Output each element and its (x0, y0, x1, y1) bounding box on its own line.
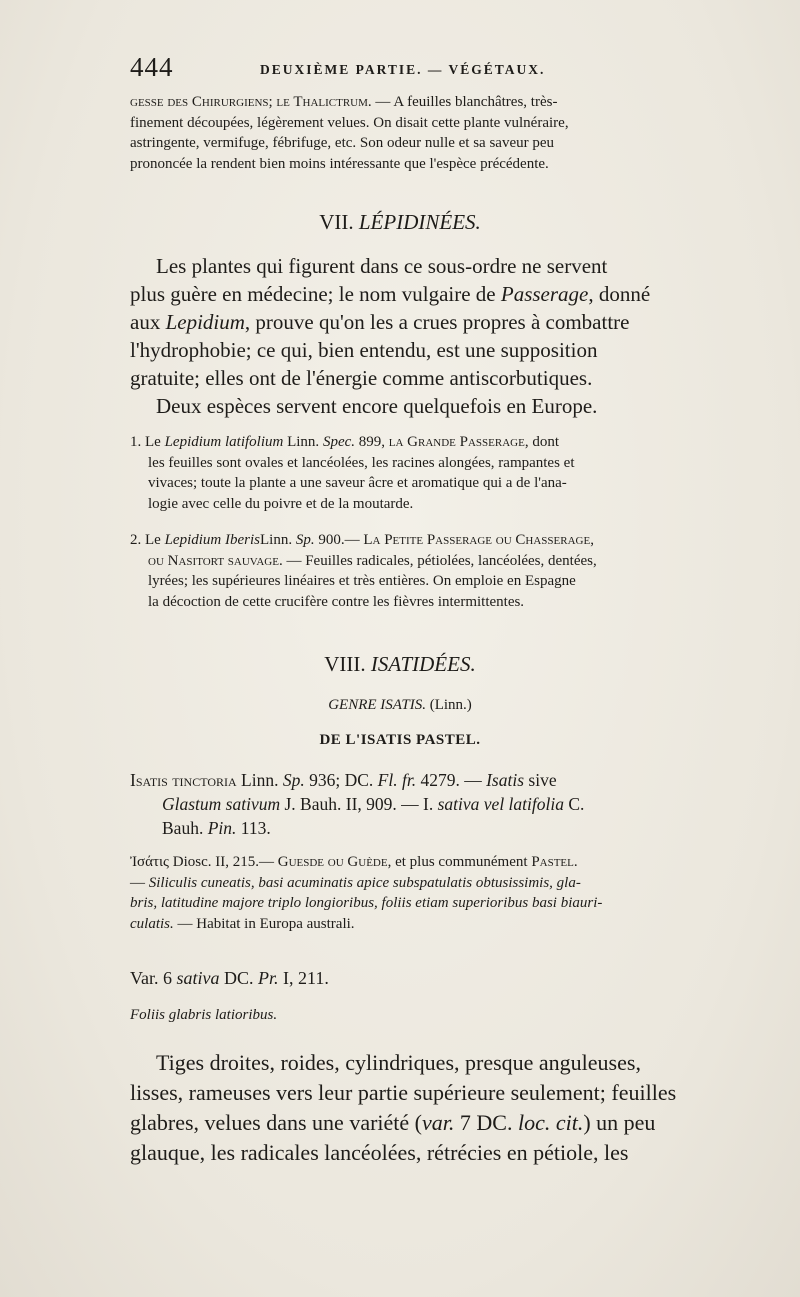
section-heading-lepidinees: VII. LÉPIDINÉES. (319, 210, 481, 234)
continuation-paragraph: gesse des Chirurgiens; le Thalictrum. — A feuilles blanchâtres, très- finement découpées, légèrement velues. On disait cette plante vulnéraire, astringente, vermifuge, fébrifuge, etc. Son odeur nulle et sa saveur peu prononcée la rendent bien moins intéressante que l'espèce précédente. (130, 94, 569, 172)
running-head: DEUXIÈME PARTIE. — VÉGÉTAUX. (260, 62, 546, 77)
species-entry-1: 1. Le Lepidium latifolium Linn. Spec. 899, la Grande Passerage, dont les feuilles sont ovales et lancéolées, les racines alongées, rampantes et vivaces; toute la plante a une saveur âcre et aromatique qui a de l'ana- logie avec celle du poivre et de la moutarde. (130, 434, 575, 512)
genus-subtitle: DE L'ISATIS PASTEL. (319, 732, 481, 748)
description-paragraph: Tiges droites, roides, cylindriques, presque anguleuses, lisses, rameuses vers leur partie supérieure seulement; feuilles glabres, velues dans une variété (var. 7 DC. loc. cit.) un peu glauque, les radicales lancéolées, rétrécies en pétiole, les (130, 1050, 677, 1165)
variety-line: Var. 6 sativa DC. Pr. I, 211. (130, 968, 329, 988)
greek-synonymy: Ἰσάτις Diosc. II, 215.— Guesde ou Guède, et plus communément Pastel. — Siliculis cuneatis, basi acuminatis apice subspatulatis obtusissimis, gla- bris, latitudine majore triplo longioribus, foliis etiam superioribus basi biauri- culatis. — Habitat in Europa australi. (130, 854, 603, 932)
synonymy-block: Isatis tinctoria Linn. Sp. 936; DC. Fl. fr. 4279. — Isatis sive Glastum sativum J. Bauh. II, 909. — I. sativa vel latifolia C. Bauh. Pin. 113. (130, 770, 585, 838)
variety-description: Foliis glabris latioribus. (130, 1007, 278, 1023)
lepidinees-paragraph: Les plantes qui figurent dans ce sous-ordre ne servent plus guère en médecine; le nom vulgaire de Passerage, donné aux Lepidium, prouve qu'on les a crues propres à combattre l'hydrophobie; ce qui, bien entendu, est une supposition gratuite; elles ont de l'énergie comme antiscorbutiques. Deux espèces servent encore quelquefois en Europe. (130, 254, 651, 418)
section-heading-isatidees: VIII. ISATIDÉES. (324, 652, 476, 676)
genus-heading: GENRE ISATIS. (Linn.) (328, 697, 472, 713)
species-entry-2: 2. Le Lepidium IberisLinn. Sp. 900.— La Petite Passerage ou Chasserage, ou Nasitort sauvage. — Feuilles radicales, pétiolées, lancéolées, dentées, lyrées; les supérieures linéaires et très entières. On emploie en Espagne la décoction de cette crucifère contre les fièvres intermittentes. (130, 532, 597, 610)
continuation-names: gesse des Chirurgiens; le Thalictrum. (130, 94, 372, 110)
page-header (130, 52, 770, 82)
page-number: 444 (130, 52, 174, 82)
